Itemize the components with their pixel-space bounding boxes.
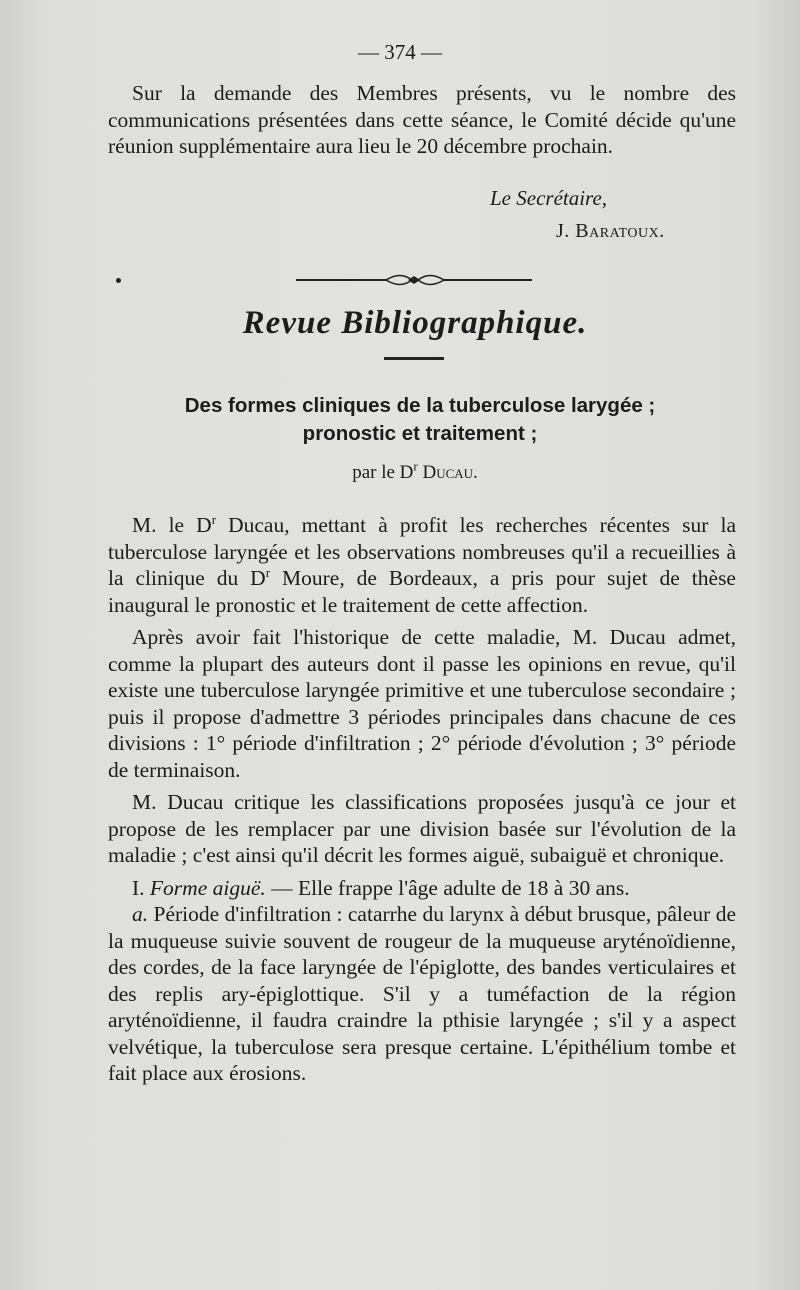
- p1-part-b: Ducau, mettant à profit les recherches récentes sur la tuberculose laryngée et les observations nombreuses qu'il a recueillies à la clinique du D: [108, 513, 736, 590]
- article-title-line2: pronostic et traitement ;: [302, 422, 538, 445]
- page-number: — 374 —: [358, 40, 442, 64]
- paragraph-3: M. Ducau critique les classifications proposées jusqu'à ce jour et propose de les remplacer par une division basée sur l'évolution de la maladie ; c'est ainsi qu'il décrit les formes aiguë, subaiguë et chronique.: [108, 790, 736, 867]
- p4-label: I.: [132, 875, 150, 900]
- paragraph-2: Après avoir fait l'historique de cette maladie, M. Ducau admet, comme la plupart des auteurs dont il passe les opinions en revue, qu'il existe une tuberculose laryngée primitive et une tuberculose secondaire ; puis il propose d'admettre 3 périodes principales dans chacune de ces divisions : 1° période d'infiltration ; 2° période d'évolution ; 3° période de terminaison.: [108, 625, 736, 782]
- article-byline: [0, 458, 800, 484]
- intro-paragraph: Sur la demande des Membres présents, vu le nombre des communications présentées dans cette séance, le Comité décide qu'une réunion supplémentaire aura lieu le 20 décembre prochain.: [108, 81, 736, 158]
- intro-block: [108, 80, 736, 160]
- byline-prefix: par le D: [352, 462, 414, 483]
- p1-sup2: r: [265, 564, 271, 580]
- title-rule: [384, 357, 444, 360]
- p5-text: Période d'infiltration : catarrhe du larynx à début brusque, pâleur de la muqueuse suivie souvent de rougeur de la muqueuse aryténoïdienne, des cordes, de la face laryngée de l'épiglotte, des bandes verticulaires et des replis ary-épiglottique. S'il y a tuméfaction de la région aryténoïdienne, il faudra craindre la pthisie laryngée ; s'il y a aspect velvétique, la tuberculose sera presque certaine. L'épithélium tombe et fait place aux érosions.: [108, 902, 736, 1085]
- p1-part-c: Moure, de Bordeaux, a pris pour sujet de thèse inaugural le pronostic et le traitement de cette affection.: [108, 566, 736, 617]
- section-title: Revue Bibliographique.: [242, 305, 588, 341]
- signature-name: J. Baratoux.: [556, 220, 665, 242]
- article-body: [108, 512, 736, 1087]
- p1-part-a: M. le D: [132, 513, 212, 537]
- paragraph-4: [108, 875, 736, 902]
- byline-sup: r: [413, 458, 418, 474]
- p5-label-em: a.: [132, 902, 149, 926]
- paragraph-5: [108, 901, 736, 1087]
- ornament-divider: [296, 270, 532, 290]
- byline-author: Ducau.: [422, 462, 478, 483]
- p1-sup: r: [211, 511, 217, 527]
- signature-role: Le Secrétaire,: [490, 186, 608, 210]
- p4-label-em: Forme aiguë.: [149, 875, 266, 900]
- article-title-line1: Des formes cliniques de la tuberculose larygée ;: [184, 394, 656, 417]
- p4-text: — Elle frappe l'âge adulte de 18 à 30 ans.: [265, 875, 630, 900]
- stray-dot: [116, 278, 121, 283]
- article-title: [90, 392, 750, 448]
- paragraph-1: [108, 512, 736, 618]
